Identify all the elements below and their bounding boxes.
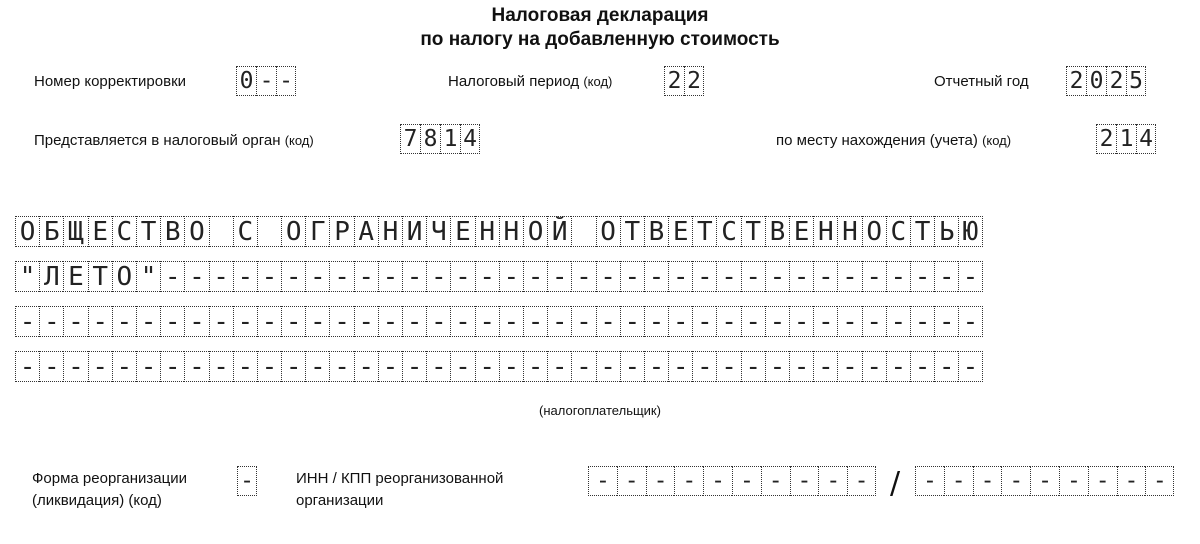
tax-period-field[interactable]	[664, 66, 704, 96]
report-year-field[interactable]	[1066, 66, 1146, 96]
char-cell: -	[674, 466, 703, 496]
char-cell: -	[765, 261, 789, 292]
char-cell: -	[160, 261, 184, 292]
char-cell: -	[112, 351, 136, 382]
char-cell	[571, 216, 595, 247]
char-cell: -	[789, 306, 813, 337]
char-cell: -	[588, 466, 617, 496]
char-cell: -	[765, 351, 789, 382]
char-cell: 2	[684, 66, 704, 96]
char-cell: -	[256, 66, 276, 96]
reorg-kpp-field[interactable]	[915, 466, 1174, 496]
char-cell: И	[402, 216, 426, 247]
char-cell: -	[571, 261, 595, 292]
char-cell: -	[136, 306, 160, 337]
char-cell: -	[958, 261, 982, 292]
char-cell: -	[354, 306, 378, 337]
char-cell: -	[789, 261, 813, 292]
reorg-inn-label-line2: организации	[296, 492, 384, 509]
char-cell: 0	[1086, 66, 1106, 96]
char-cell: -	[305, 261, 329, 292]
char-cell: Е	[789, 216, 813, 247]
char-cell: Н	[378, 216, 402, 247]
char-cell: -	[741, 306, 765, 337]
char-cell: О	[523, 216, 547, 247]
char-cell: -	[499, 306, 523, 337]
char-cell: Т	[136, 216, 160, 247]
char-cell: -	[475, 306, 499, 337]
char-cell: -	[732, 466, 761, 496]
char-cell: Е	[63, 261, 87, 292]
char-cell: -	[1059, 466, 1088, 496]
char-cell: -	[475, 261, 499, 292]
char-cell: -	[813, 306, 837, 337]
char-cell: А	[354, 216, 378, 247]
year-label: Отчетный год	[934, 73, 1029, 90]
char-cell: -	[1117, 466, 1146, 496]
char-cell: -	[63, 351, 87, 382]
char-cell: -	[862, 351, 886, 382]
char-cell: -	[257, 261, 281, 292]
char-cell: -	[596, 261, 620, 292]
char-cell: -	[305, 306, 329, 337]
char-cell: -	[617, 466, 646, 496]
char-cell: "	[136, 261, 160, 292]
correction-number-field[interactable]	[236, 66, 296, 96]
char-cell: -	[944, 466, 973, 496]
char-cell: -	[257, 351, 281, 382]
char-cell: В	[160, 216, 184, 247]
char-cell: Н	[475, 216, 499, 247]
char-cell: Т	[620, 216, 644, 247]
char-cell: -	[329, 306, 353, 337]
char-cell: -	[450, 306, 474, 337]
char-cell: -	[281, 306, 305, 337]
reorg-form-label-line2: (ликвидация) (код)	[32, 492, 162, 509]
char-cell	[257, 216, 281, 247]
char-cell: В	[644, 216, 668, 247]
char-cell: О	[862, 216, 886, 247]
reorg-form-label-line1: Форма реорганизации	[32, 470, 187, 487]
char-cell: 7	[400, 124, 420, 154]
char-cell: -	[547, 351, 571, 382]
char-cell: -	[39, 351, 63, 382]
char-cell: -	[813, 261, 837, 292]
char-cell: -	[910, 261, 934, 292]
char-cell: О	[281, 216, 305, 247]
char-cell: -	[934, 351, 958, 382]
char-cell: -	[112, 306, 136, 337]
taxpayer-name-grid[interactable]	[15, 216, 983, 396]
char-cell: -	[934, 306, 958, 337]
char-cell: -	[184, 351, 208, 382]
char-cell: -	[450, 261, 474, 292]
char-cell: 4	[1136, 124, 1156, 154]
char-cell: 2	[1096, 124, 1116, 154]
form-title: Налоговая декларация	[491, 5, 709, 26]
char-cell: -	[281, 351, 305, 382]
char-cell: 2	[664, 66, 684, 96]
char-cell: -	[644, 261, 668, 292]
taxpayer-row	[15, 306, 983, 351]
char-cell: -	[233, 351, 257, 382]
char-cell: Г	[305, 216, 329, 247]
char-cell: -	[620, 351, 644, 382]
char-cell: -	[668, 306, 692, 337]
char-cell: -	[915, 466, 944, 496]
char-cell: -	[63, 306, 87, 337]
char-cell: Т	[692, 216, 716, 247]
char-cell: Ь	[934, 216, 958, 247]
char-cell: -	[668, 351, 692, 382]
taxpayer-row	[15, 351, 983, 396]
char-cell: -	[88, 306, 112, 337]
char-cell: Й	[547, 216, 571, 247]
char-cell: О	[596, 216, 620, 247]
char-cell: -	[450, 351, 474, 382]
char-cell: -	[790, 466, 819, 496]
char-cell: -	[378, 261, 402, 292]
char-cell: -	[209, 351, 233, 382]
taxpayer-caption: (налогоплательщик)	[539, 403, 661, 418]
char-cell: -	[354, 351, 378, 382]
char-cell: "	[15, 261, 39, 292]
char-cell: -	[402, 261, 426, 292]
char-cell: Щ	[63, 216, 87, 247]
reorg-inn-label-line1: ИНН / КПП реорганизованной	[296, 470, 504, 487]
char-cell: -	[886, 261, 910, 292]
char-cell: -	[281, 261, 305, 292]
char-cell: -	[862, 306, 886, 337]
char-cell: -	[426, 261, 450, 292]
char-cell: О	[184, 216, 208, 247]
char-cell: -	[39, 306, 63, 337]
char-cell: -	[934, 261, 958, 292]
char-cell: -	[329, 351, 353, 382]
location-code-field[interactable]	[1096, 124, 1156, 154]
char-cell: -	[523, 261, 547, 292]
char-cell: -	[668, 261, 692, 292]
char-cell: -	[402, 351, 426, 382]
char-cell: Л	[39, 261, 63, 292]
tax-authority-label: Представляется в налоговый орган (код)	[34, 132, 314, 149]
char-cell: 4	[460, 124, 480, 154]
char-cell: -	[692, 306, 716, 337]
reorg-form-code-field[interactable]	[237, 466, 257, 496]
char-cell: -	[499, 351, 523, 382]
char-cell: -	[571, 306, 595, 337]
char-cell: -	[184, 261, 208, 292]
char-cell: -	[237, 466, 257, 496]
char-cell: -	[160, 351, 184, 382]
char-cell: -	[837, 306, 861, 337]
char-cell	[209, 216, 233, 247]
char-cell: Ч	[426, 216, 450, 247]
char-cell: -	[818, 466, 847, 496]
char-cell: 0	[236, 66, 256, 96]
location-label: по месту нахождения (учета) (код)	[776, 132, 1012, 149]
char-cell: С	[886, 216, 910, 247]
char-cell: О	[112, 261, 136, 292]
char-cell: -	[716, 261, 740, 292]
char-cell: -	[847, 466, 876, 496]
char-cell: -	[305, 351, 329, 382]
char-cell: Е	[450, 216, 474, 247]
char-cell: -	[329, 261, 353, 292]
char-cell: -	[886, 306, 910, 337]
char-cell: -	[257, 306, 281, 337]
char-cell: -	[233, 306, 257, 337]
char-cell: Р	[329, 216, 353, 247]
char-cell: -	[209, 306, 233, 337]
char-cell: Н	[813, 216, 837, 247]
char-cell: -	[886, 351, 910, 382]
taxpayer-row	[15, 216, 983, 261]
char-cell: -	[15, 306, 39, 337]
char-cell: -	[547, 261, 571, 292]
char-cell: Е	[668, 216, 692, 247]
char-cell: -	[402, 306, 426, 337]
char-cell: Т	[741, 216, 765, 247]
char-cell: -	[233, 261, 257, 292]
char-cell: -	[692, 261, 716, 292]
char-cell: -	[620, 306, 644, 337]
char-cell: -	[644, 306, 668, 337]
char-cell: Б	[39, 216, 63, 247]
char-cell: В	[765, 216, 789, 247]
char-cell: 2	[1066, 66, 1086, 96]
char-cell: -	[910, 351, 934, 382]
char-cell: О	[15, 216, 39, 247]
char-cell: 1	[440, 124, 460, 154]
char-cell: -	[136, 351, 160, 382]
char-cell: С	[233, 216, 257, 247]
char-cell: -	[571, 351, 595, 382]
char-cell: -	[958, 306, 982, 337]
char-cell: -	[475, 351, 499, 382]
char-cell: -	[276, 66, 296, 96]
char-cell: Т	[88, 261, 112, 292]
char-cell: -	[620, 261, 644, 292]
taxpayer-row	[15, 261, 983, 306]
char-cell: -	[837, 351, 861, 382]
reorg-inn-field[interactable]	[588, 466, 876, 496]
char-cell: -	[160, 306, 184, 337]
char-cell: С	[716, 216, 740, 247]
char-cell: 8	[420, 124, 440, 154]
char-cell: -	[1030, 466, 1059, 496]
char-cell: -	[761, 466, 790, 496]
char-cell: 5	[1126, 66, 1146, 96]
period-label: Налоговый период (код)	[448, 73, 613, 90]
char-cell: Е	[88, 216, 112, 247]
char-cell: -	[1088, 466, 1117, 496]
char-cell: -	[15, 351, 39, 382]
correction-label: Номер корректировки	[34, 73, 187, 90]
char-cell: -	[596, 351, 620, 382]
char-cell: -	[184, 306, 208, 337]
char-cell: -	[1145, 466, 1174, 496]
char-cell: -	[765, 306, 789, 337]
char-cell: 2	[1106, 66, 1126, 96]
char-cell: -	[646, 466, 675, 496]
char-cell: -	[973, 466, 1002, 496]
char-cell: -	[813, 351, 837, 382]
char-cell: -	[716, 351, 740, 382]
char-cell: Н	[837, 216, 861, 247]
char-cell: -	[741, 261, 765, 292]
char-cell: -	[354, 261, 378, 292]
inn-kpp-separator: /	[890, 466, 901, 501]
char-cell: Т	[910, 216, 934, 247]
char-cell: -	[547, 306, 571, 337]
char-cell: 1	[1116, 124, 1136, 154]
char-cell: -	[378, 351, 402, 382]
char-cell: -	[692, 351, 716, 382]
tax-authority-code-field[interactable]	[400, 124, 480, 154]
char-cell: -	[426, 351, 450, 382]
char-cell: -	[378, 306, 402, 337]
char-cell: -	[209, 261, 233, 292]
char-cell: -	[862, 261, 886, 292]
char-cell: -	[741, 351, 765, 382]
char-cell: -	[426, 306, 450, 337]
char-cell: -	[523, 306, 547, 337]
char-cell: -	[499, 261, 523, 292]
char-cell: -	[703, 466, 732, 496]
form-subtitle: по налогу на добавленную стоимость	[420, 29, 780, 50]
char-cell: -	[644, 351, 668, 382]
char-cell: -	[523, 351, 547, 382]
char-cell: С	[112, 216, 136, 247]
char-cell: -	[596, 306, 620, 337]
char-cell: Н	[499, 216, 523, 247]
char-cell: -	[1001, 466, 1030, 496]
char-cell: -	[88, 351, 112, 382]
char-cell: -	[789, 351, 813, 382]
char-cell: -	[910, 306, 934, 337]
char-cell: -	[837, 261, 861, 292]
char-cell: -	[716, 306, 740, 337]
char-cell: Ю	[958, 216, 982, 247]
char-cell: -	[958, 351, 982, 382]
